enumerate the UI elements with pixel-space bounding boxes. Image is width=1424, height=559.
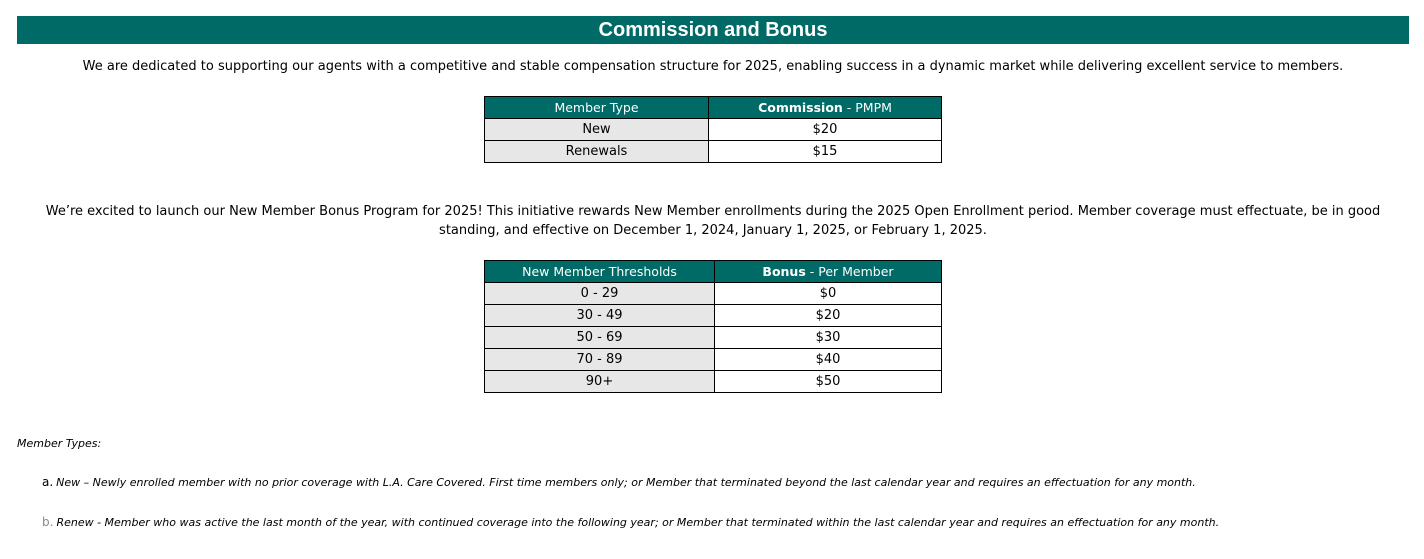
bonus-value-cell: $50 — [715, 371, 942, 393]
bonus-value-cell: $40 — [715, 349, 942, 371]
list-marker: a. — [42, 475, 54, 489]
table-row — [485, 305, 942, 327]
intro-paragraph: We are dedicated to supporting our agents with a competitive and stable compensation structure for 2025, enabling success in a dynamic market while delivering excellent service to members. — [82, 59, 1344, 74]
bonus-value-cell: $0 — [715, 283, 942, 305]
member-types-heading: Member Types: — [17, 437, 102, 450]
commission-value-cell: $15 — [709, 141, 942, 163]
threshold-cell: 70 - 89 — [485, 349, 715, 371]
table-row — [485, 327, 942, 349]
commission-value-cell: $20 — [709, 119, 942, 141]
bonus-table-header-row — [485, 261, 942, 283]
list-marker: b. — [42, 515, 54, 529]
commission-header-bold: Commission — [758, 100, 843, 115]
bonus-value-cell: $20 — [715, 305, 942, 327]
threshold-cell: 50 - 69 — [485, 327, 715, 349]
table-row — [485, 371, 942, 393]
member-type-note-new — [42, 475, 1196, 489]
commission-header-rest: - PMPM — [842, 100, 892, 115]
bonus-header-bold: Bonus — [762, 264, 806, 279]
bonus-value-cell: $30 — [715, 327, 942, 349]
threshold-cell: 30 - 49 — [485, 305, 715, 327]
bonus-table — [484, 260, 942, 393]
commission-table — [484, 96, 942, 163]
threshold-cell: 90+ — [485, 371, 715, 393]
commission-col-commission-header — [709, 97, 942, 119]
table-row — [485, 141, 942, 163]
member-type-cell: Renewals — [485, 141, 709, 163]
bonus-col-bonus-header — [715, 261, 942, 283]
member-type-note-renew — [42, 515, 1219, 529]
commission-table-header-row — [485, 97, 942, 119]
table-row — [485, 349, 942, 371]
member-type-cell: New — [485, 119, 709, 141]
table-row — [485, 283, 942, 305]
page-title: Commission and Bonus — [17, 16, 1409, 44]
member-type-note-text: New – Newly enrolled member with no prior coverage with L.A. Care Covered. First time members only; or Member that terminated beyond the last calendar year and requires an effectuation for any month. — [56, 476, 1196, 489]
commission-col-member-type-header: Member Type — [485, 97, 709, 119]
bonus-header-rest: - Per Member — [805, 264, 894, 279]
table-row — [485, 119, 942, 141]
member-type-note-text: Renew - Member who was active the last month of the year, with continued coverage into the following year; or Member that terminated within the last calendar year and requires an effectuation for any month. — [56, 516, 1220, 529]
bonus-program-paragraph: We’re excited to launch our New Member Bonus Program for 2025! This initiative rewards New Member enrollments during the 2025 Open Enrollment period. Member coverage must effectuate, be in good standing, and effective on December 1, 2024, January 1, 2025, or February 1, 2025. — [45, 204, 1381, 238]
threshold-cell: 0 - 29 — [485, 283, 715, 305]
bonus-col-threshold-header: New Member Thresholds — [485, 261, 715, 283]
